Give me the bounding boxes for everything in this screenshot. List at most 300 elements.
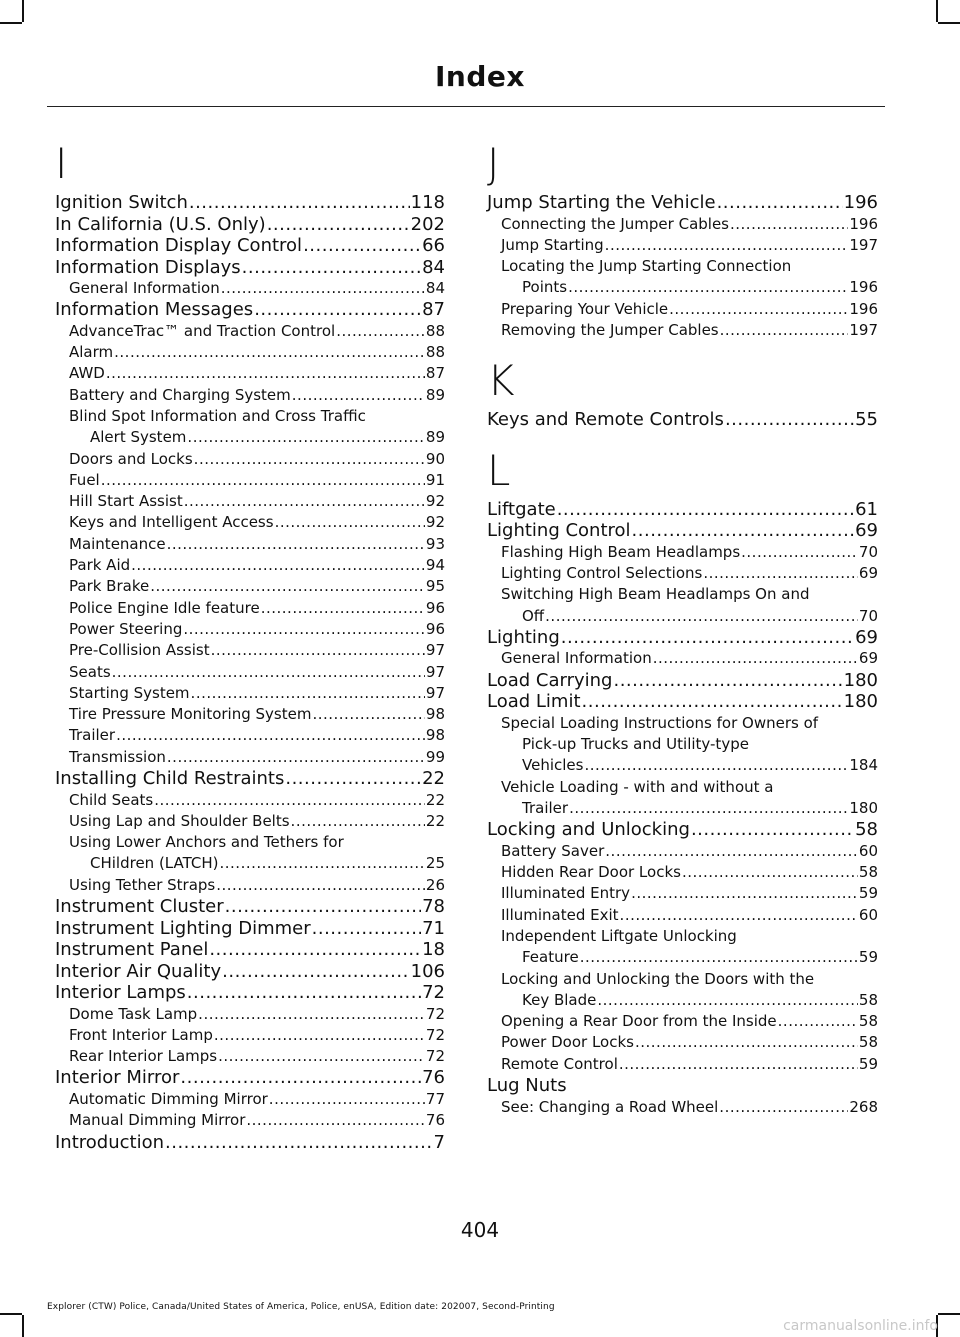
entry-label: Front Interior Lamp <box>69 1025 213 1044</box>
index-subentry <box>55 1110 445 1131</box>
index-subentry-continued <box>487 277 878 298</box>
entry-page: 196 <box>843 192 878 213</box>
entry-page: 72 <box>425 1047 445 1066</box>
entry-page: 77 <box>425 1089 445 1108</box>
entry-label: Transmission <box>69 747 166 766</box>
index-subentry <box>55 363 445 384</box>
index-subentry <box>55 790 445 811</box>
entry-label: Instrument Lighting Dimmer <box>55 917 311 939</box>
index-subentry <box>55 470 445 491</box>
dot-leader <box>209 939 421 961</box>
dot-leader <box>631 883 858 904</box>
dot-leader <box>545 606 858 627</box>
dot-leader <box>717 192 843 214</box>
entry-page: 26 <box>425 875 445 894</box>
index-subentry <box>487 905 878 926</box>
entry-page: 22 <box>425 790 445 809</box>
entry-page: 25 <box>425 854 445 873</box>
entry-page: 197 <box>849 235 878 254</box>
entry-label: Interior Air Quality <box>55 960 222 982</box>
index-entry <box>55 939 445 961</box>
entry-page: 69 <box>855 626 878 648</box>
entry-page: 76 <box>422 1067 445 1089</box>
entry-page: 7 <box>433 1131 445 1153</box>
index-entry <box>55 1067 445 1089</box>
header-divider <box>47 106 885 107</box>
index-entry <box>55 257 445 279</box>
entry-page: 88 <box>425 321 445 340</box>
entry-page: 59 <box>858 1054 878 1073</box>
index-entry <box>487 409 878 431</box>
entry-page: 72 <box>422 982 445 1004</box>
entry-page: 98 <box>425 705 445 724</box>
entry-page: 70 <box>858 606 878 625</box>
index-subentry <box>487 214 878 235</box>
entry-label: Vehicles <box>522 756 584 775</box>
entry-label: Lighting Control <box>487 520 631 542</box>
index-letter-heading: L <box>487 445 511 495</box>
index-entry <box>55 214 445 236</box>
dot-leader <box>682 862 858 883</box>
entry-page: 84 <box>422 256 445 278</box>
index-subentry <box>55 491 445 512</box>
entry-label: See: Changing a Road Wheel <box>501 1097 719 1116</box>
entry-page: 92 <box>425 492 445 511</box>
index-subentry: Switching High Beam Headlamps On and <box>501 585 810 604</box>
entry-label: Trailer <box>69 726 116 745</box>
index-subentry <box>487 862 878 883</box>
entry-label: Removing the Jumper Cables <box>501 320 719 339</box>
entry-page: 59 <box>858 948 878 967</box>
dot-leader <box>312 918 421 940</box>
entry-page: 72 <box>425 1004 445 1023</box>
entry-page: 88 <box>425 343 445 362</box>
index-entry <box>487 819 878 841</box>
index-subentry: Independent Liftgate Unlocking <box>501 926 737 945</box>
entry-page: 58 <box>858 863 878 882</box>
entry-label: Starting System <box>69 683 190 702</box>
entry-page: 94 <box>425 556 445 575</box>
index-entry <box>55 961 445 983</box>
dot-leader <box>613 670 842 692</box>
dot-leader <box>154 790 425 811</box>
entry-page: 72 <box>425 1025 445 1044</box>
entry-page: 55 <box>855 409 878 431</box>
dot-leader <box>106 363 425 384</box>
index-subentry <box>55 704 445 725</box>
entry-label: Automatic Dimming Mirror <box>69 1089 268 1108</box>
index-subentry <box>55 512 445 533</box>
index-entry <box>55 1132 445 1154</box>
index-subentry <box>55 1089 445 1110</box>
entry-page: 89 <box>425 385 445 404</box>
entry-label: CHildren (LATCH) <box>90 854 219 873</box>
entry-label: Park Brake <box>69 577 150 596</box>
entry-label: Fuel <box>69 470 100 489</box>
entry-page: 95 <box>425 577 445 596</box>
crop-mark <box>938 1313 960 1315</box>
entry-label: Lighting <box>487 626 560 648</box>
entry-page: 197 <box>849 320 878 339</box>
entry-page: 93 <box>425 534 445 553</box>
index-entry <box>487 192 878 214</box>
entry-label: Interior Mirror <box>55 1067 180 1089</box>
dot-leader <box>114 342 425 363</box>
entry-page: 58 <box>858 1033 878 1052</box>
index-subentry <box>487 1032 878 1053</box>
index-subentry <box>55 640 445 661</box>
index-subentry <box>55 725 445 746</box>
dot-leader <box>183 619 425 640</box>
entry-page: 87 <box>425 364 445 383</box>
dot-leader <box>254 299 421 321</box>
entry-page: 96 <box>425 598 445 617</box>
entry-page: 78 <box>422 896 445 918</box>
entry-page: 60 <box>858 841 878 860</box>
index-column-left <box>55 138 445 1153</box>
entry-page: 184 <box>849 756 878 775</box>
index-subentry <box>487 648 878 669</box>
entry-page: 58 <box>858 1012 878 1031</box>
page-title: Index <box>435 60 525 93</box>
index-letter-heading: J <box>487 139 500 188</box>
entry-label: Load Carrying <box>487 669 613 691</box>
entry-label: Remote Control <box>501 1054 618 1073</box>
index-subentry <box>487 1011 878 1032</box>
entry-page: 98 <box>425 726 445 745</box>
entry-label: Lug Nuts <box>487 1075 567 1097</box>
dot-leader <box>187 427 424 448</box>
entry-page: 87 <box>422 299 445 321</box>
dot-leader <box>741 542 858 563</box>
entry-label: In California (U.S. Only) <box>55 213 266 235</box>
entry-label: Police Engine Idle feature <box>69 598 260 617</box>
entry-label: Jump Starting <box>501 235 604 254</box>
entry-page: 196 <box>849 278 878 297</box>
entry-label: Preparing Your Vehicle <box>501 299 669 318</box>
index-entry <box>55 235 445 257</box>
entry-label: AdvanceTrac™ and Traction Control <box>69 321 336 340</box>
dot-leader <box>719 1097 848 1118</box>
dot-leader <box>220 853 425 874</box>
index-subentry-continued <box>487 947 878 968</box>
index-entry <box>55 192 445 214</box>
index-subentry-continued <box>487 755 878 776</box>
index-subentry-continued: Pick-up Trucks and Utility-type <box>522 735 749 754</box>
entry-label: Doors and Locks <box>69 449 193 468</box>
dot-leader <box>605 235 849 256</box>
dot-leader <box>568 277 848 298</box>
entry-page: 71 <box>422 917 445 939</box>
entry-page: 118 <box>410 192 445 213</box>
index-subentry <box>487 320 878 341</box>
dot-leader <box>116 725 425 746</box>
dot-leader <box>561 627 854 649</box>
dot-leader <box>778 1011 858 1032</box>
entry-page: 22 <box>425 811 445 830</box>
entry-label: AWD <box>69 364 105 383</box>
entry-label: Trailer <box>522 798 569 817</box>
entry-label: Battery and Charging System <box>69 385 291 404</box>
entry-page: 60 <box>858 905 878 924</box>
dot-leader <box>194 449 425 470</box>
section-gap <box>487 431 878 445</box>
index-subentry-continued <box>487 990 878 1011</box>
index-subentry <box>487 563 878 584</box>
entry-page: 96 <box>425 619 445 638</box>
entry-page: 58 <box>858 990 878 1009</box>
index-subentry: Locating the Jump Starting Connection <box>501 257 792 276</box>
dot-leader <box>703 563 858 584</box>
index-subentry: Blind Spot Information and Cross Traffic <box>69 406 366 425</box>
index-entry <box>55 768 445 790</box>
dot-leader <box>225 896 421 918</box>
dot-leader <box>285 768 421 790</box>
index-subentry <box>487 235 878 256</box>
entry-label: Pre-Collision Assist <box>69 641 210 660</box>
index-entry <box>55 299 445 321</box>
index-subentry <box>55 449 445 470</box>
index-subentry: Using Lower Anchors and Tethers for <box>69 833 344 852</box>
index-entry <box>487 670 878 692</box>
entry-label: Illuminated Exit <box>501 905 619 924</box>
dot-leader <box>165 1132 433 1154</box>
entry-label: Jump Starting the Vehicle <box>487 192 716 213</box>
entry-label: Information Displays <box>55 256 241 278</box>
crop-mark <box>22 1315 24 1337</box>
dot-leader <box>669 299 848 320</box>
entry-label: Keys and Remote Controls <box>487 409 724 431</box>
entry-label: Battery Saver <box>501 841 605 860</box>
entry-label: Seats <box>69 662 111 681</box>
dot-leader <box>292 385 425 406</box>
index-letter-heading: K <box>487 356 515 406</box>
entry-label: Instrument Cluster <box>55 896 224 918</box>
dot-leader <box>101 470 425 491</box>
entry-page: 92 <box>425 513 445 532</box>
entry-label: Flashing High Beam Headlamps <box>501 542 741 561</box>
dot-leader <box>191 683 425 704</box>
index-subentry-continued <box>55 427 445 448</box>
dot-leader <box>187 982 421 1004</box>
entry-label: Information Display Control <box>55 235 303 256</box>
index-entry <box>487 1075 878 1097</box>
dot-leader <box>557 499 854 521</box>
entry-label: Tire Pressure Monitoring System <box>69 705 312 724</box>
entry-page: 76 <box>425 1111 445 1130</box>
index-subentry <box>487 1097 878 1118</box>
entry-label: Power Door Locks <box>501 1033 634 1052</box>
dot-leader <box>112 662 425 683</box>
entry-label: Hidden Rear Door Locks <box>501 863 681 882</box>
dot-leader <box>267 214 410 236</box>
index-subentry <box>487 1054 878 1075</box>
entry-page: 196 <box>849 299 878 318</box>
dot-leader <box>218 1046 425 1067</box>
entry-label: Manual Dimming Mirror <box>69 1111 246 1130</box>
dot-leader <box>180 1067 421 1089</box>
entry-label: Feature <box>522 948 579 967</box>
index-subentry-continued <box>487 606 878 627</box>
index-subentry <box>55 662 445 683</box>
entry-label: Lighting Control Selections <box>501 564 703 583</box>
entry-page: 89 <box>425 428 445 447</box>
index-subentry <box>55 619 445 640</box>
dot-leader <box>569 798 848 819</box>
dot-leader <box>725 409 854 431</box>
index-subentry: Special Loading Instructions for Owners of <box>501 713 819 732</box>
entry-label: Introduction <box>55 1131 165 1153</box>
crop-mark <box>938 22 960 24</box>
index-entry <box>487 520 878 542</box>
entry-label: Ignition Switch <box>55 192 188 213</box>
entry-label: Park Aid <box>69 556 131 575</box>
index-subentry-continued <box>487 798 878 819</box>
index-subentry <box>487 299 878 320</box>
entry-page: 106 <box>410 960 445 982</box>
entry-label: Rear Interior Lamps <box>69 1047 218 1066</box>
dot-leader <box>584 755 848 776</box>
index-subentry <box>55 342 445 363</box>
dot-leader <box>150 576 425 597</box>
entry-label: Using Lap and Shoulder Belts <box>69 811 290 830</box>
dot-leader <box>291 811 425 832</box>
entry-page: 69 <box>858 564 878 583</box>
entry-page: 90 <box>425 449 445 468</box>
entry-label: Information Messages <box>55 299 254 321</box>
dot-leader <box>211 640 425 661</box>
dot-leader <box>167 747 425 768</box>
index-entry <box>487 691 878 713</box>
entry-label: Illuminated Entry <box>501 884 631 903</box>
dot-leader <box>653 648 858 669</box>
entry-page: 22 <box>422 768 445 790</box>
index-column-right <box>487 138 878 1118</box>
dot-leader <box>730 214 848 235</box>
crop-mark <box>22 0 24 22</box>
index-entry <box>487 499 878 521</box>
index-entry <box>55 918 445 940</box>
dot-leader <box>303 235 421 257</box>
entry-page: 69 <box>858 649 878 668</box>
entry-label: Using Tether Straps <box>69 875 216 894</box>
index-subentry: Locking and Unlocking the Doors with the <box>501 969 815 988</box>
dot-leader <box>269 1089 425 1110</box>
section-gap <box>487 341 878 355</box>
dot-leader <box>131 555 425 576</box>
dot-leader <box>336 321 425 342</box>
entry-label: Alert System <box>90 428 187 447</box>
entry-label: Interior Lamps <box>55 982 186 1004</box>
dot-leader <box>580 947 858 968</box>
dot-leader <box>275 512 425 533</box>
entry-label: Dome Task Lamp <box>69 1004 198 1023</box>
index-entry <box>487 627 878 649</box>
dot-leader <box>261 598 425 619</box>
crop-mark <box>0 1313 22 1315</box>
index-subentry <box>55 1004 445 1025</box>
entry-page: 99 <box>425 747 445 766</box>
index-subentry <box>55 278 445 299</box>
dot-leader <box>582 691 843 713</box>
entry-label: Instrument Panel <box>55 939 209 961</box>
index-letter-heading: I <box>55 139 68 188</box>
index-subentry <box>487 883 878 904</box>
page-number: 404 <box>460 1218 500 1242</box>
dot-leader <box>184 491 425 512</box>
entry-label: Connecting the Jumper Cables <box>501 214 729 233</box>
dot-leader <box>246 1110 425 1131</box>
watermark-text: carmanualsonline.info <box>783 1318 938 1334</box>
entry-label: Key Blade <box>522 990 597 1009</box>
index-subentry <box>55 1046 445 1067</box>
index-subentry <box>55 875 445 896</box>
dot-leader <box>632 520 855 542</box>
entry-page: 97 <box>425 662 445 681</box>
index-subentry <box>55 321 445 342</box>
index-subentry <box>55 747 445 768</box>
dot-leader <box>216 875 425 896</box>
dot-leader <box>242 257 421 279</box>
entry-label: Load Limit <box>487 691 581 713</box>
entry-page: 61 <box>855 498 878 520</box>
dot-leader <box>214 1025 425 1046</box>
entry-label: Locking and Unlocking <box>487 819 690 841</box>
dot-leader <box>720 320 849 341</box>
dot-leader <box>167 534 425 555</box>
entry-label: Off <box>522 606 545 625</box>
index-entry <box>55 982 445 1004</box>
index-subentry <box>55 811 445 832</box>
dot-leader <box>620 905 858 926</box>
entry-label: Liftgate <box>487 498 556 520</box>
dot-leader <box>605 841 858 862</box>
entry-page: 180 <box>843 691 878 713</box>
dot-leader <box>619 1054 858 1075</box>
entry-label: Child Seats <box>69 790 154 809</box>
entry-page: 196 <box>849 214 878 233</box>
index-subentry <box>487 542 878 563</box>
entry-page: 97 <box>425 641 445 660</box>
dot-leader <box>597 990 858 1011</box>
entry-page: 91 <box>425 470 445 489</box>
index-subentry-continued <box>55 853 445 874</box>
index-subentry <box>55 534 445 555</box>
entry-label: Hill Start Assist <box>69 492 183 511</box>
entry-page: 69 <box>855 520 878 542</box>
entry-page: 180 <box>849 798 878 817</box>
dot-leader <box>635 1032 858 1053</box>
index-entry <box>55 896 445 918</box>
entry-label: Installing Child Restraints <box>55 768 285 790</box>
dot-leader <box>198 1004 425 1025</box>
index-subentry <box>55 385 445 406</box>
crop-mark <box>936 0 938 22</box>
entry-page: 59 <box>858 884 878 903</box>
dot-leader <box>222 961 410 983</box>
dot-leader <box>189 192 410 214</box>
entry-page: 180 <box>843 669 878 691</box>
entry-page: 70 <box>858 542 878 561</box>
dot-leader <box>221 278 425 299</box>
index-subentry <box>487 841 878 862</box>
index-subentry: Vehicle Loading - with and without a <box>501 777 774 796</box>
entry-page: 18 <box>422 939 445 961</box>
dot-leader <box>691 819 854 841</box>
dot-leader <box>312 704 424 725</box>
entry-label: Points <box>522 278 568 297</box>
index-subentry <box>55 555 445 576</box>
